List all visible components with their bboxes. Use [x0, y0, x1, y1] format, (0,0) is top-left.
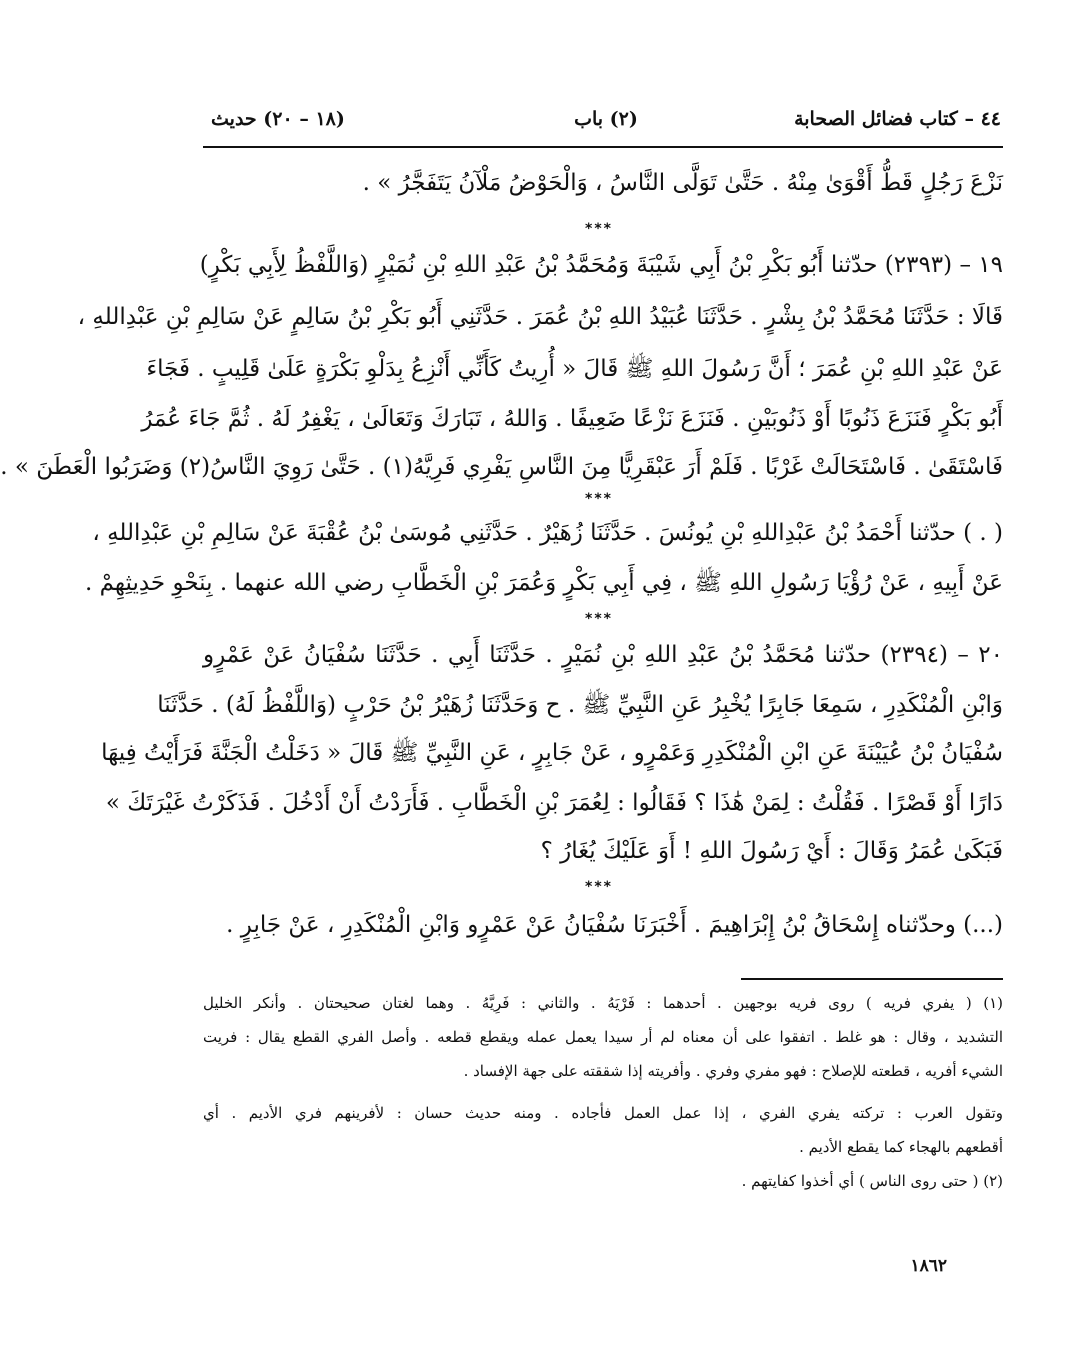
text-line: (...) وحدّثناه إِسْحَاقُ بْنُ إِبْرَاهِيمَ . أَخْبَرَنَا سُفْيَانُ عَنْ عَمْرٍو وَابْنِ الْمُنْكَدِرِ ، عَنْ جَابِرٍ . — [226, 912, 1003, 938]
text-line: قَالَا : حَدَّثَنَا مُحَمَّدُ بْنُ بِشْرٍ . حَدَّثَنَا عُبَيْدُ اللهِ بْنُ عُمَرَ . حَدَّثَنِي أَبُو بَكْرِ بْنُ سَالِمٍ عَنْ سَالِمِ بْنِ عَبْدِاللهِ ، — [77, 304, 1003, 330]
footnote-line: (١) ( يفري فريه ) روى فريه بوجهين . أحدهما : فَرْيَهُ . والثاني : فَرِيَّهُ . وهما لغتان صحيحتان . وأنكر الخليل — [203, 994, 1003, 1012]
text-line: أَبُو بَكْرٍ فَنَزَعَ ذَنُوبًا أَوْ ذَنُوبَيْنِ . فَنَزَعَ نَزْعًا ضَعِيفًا . وَاللهُ ، تَبَارَكَ وَتَعَالَىٰ ، يَغْفِرُ لَهُ . ثُمَّ جَاءَ عُمَرُ — [141, 406, 1003, 432]
section-separator: *** — [585, 491, 613, 507]
text-line: دَارًا أَوْ قَصْرًا . فَقُلْتُ : لِمَنْ هَٰذَا ؟ فَقَالُوا : لِعُمَرَ بْنِ الْخَطَّابِ . فَأَرَدْتُ أَنْ أَدْخُلَ . فَذَكَرْتُ غَيْرَتَكَ » — [105, 790, 1003, 816]
text-line: عَنْ أَبِيهِ ، عَنْ رُؤْيَا رَسُولِ اللهِ ﷺ ، فِي أَبِي بَكْرٍ وَعُمَرَ بْنِ الْخَطَّابِ رضي الله عنهما . بِنَحْوِ حَدِيثِهِمْ . — [84, 570, 1003, 596]
footnote-divider — [741, 978, 1003, 980]
text-line: سُفْيَانُ بْنُ عُيَيْنَةَ عَنِ ابْنِ الْمُنْكَدِرِ وَعَمْرٍو ، عَنْ جَابِرٍ ، عَنِ النَّبِيِّ ﷺ قَالَ « دَخَلْتُ الْجَنَّةَ فَرَأَيْتُ فِيهَا — [101, 740, 1003, 766]
page-header — [211, 104, 1001, 142]
section-separator: *** — [585, 221, 613, 237]
text-line: نَزْعَ رَجُلٍ قَطُّ أَقْوَىٰ مِنْهُ . حَتَّىٰ تَوَلَّى النَّاسُ ، وَالْحَوْضُ مَلْآنُ يَتَفَجَّرُ » . — [362, 170, 1003, 196]
text-line: وَابْنِ الْمُنْكَدِرِ ، سَمِعَا جَابِرًا يُخْبِرُ عَنِ النَّبِيِّ ﷺ . ح وَحَدَّثَنَا زُهَيْرُ بْنُ حَرْبٍ (وَاللَّفْظُ لَهُ) . حَدَّثَنَا — [157, 692, 1003, 718]
text-line: فَاسْتَقَىٰ . فَاسْتَحَالَتْ غَرْبًا . فَلَمْ أَرَ عَبْقَرِيًّا مِنَ النَّاسِ يَفْرِي فَرِيَّهُ(١) . حَتَّىٰ رَوِيَ النَّاسُ(٢) وَضَرَبُوا الْعَطَنَ » . — [0, 454, 1003, 480]
footnote-line: التشديد ، وقال : هو غلط . اتفقوا على أن معناه لم أر سيدا يعمل عمله ويقطع قطعه . وأصل الفري القطع يقال : فريت — [203, 1028, 1003, 1046]
text-line: ( . ) حدّثنا أَحْمَدُ بْنُ عَبْدِاللهِ بْنِ يُونُسَ . حَدَّثَنَا زُهَيْرٌ . حَدَّثَنِي مُوسَىٰ بْنُ عُقْبَةَ عَنْ سَالِمِ بْنِ عَبْدِاللهِ ، — [92, 520, 1003, 546]
footnote-line: أقطعهم بالهجاء كما يقطع الأديم . — [799, 1138, 1003, 1156]
hadith-range: (١٨ – ٢٠) حديث — [211, 108, 345, 130]
text-line: ٢٠ – (٢٣٩٤) حدّثنا مُحَمَّدُ بْنُ عَبْدِ اللهِ بْنِ نُمَيْرٍ . حَدَّثَنَا أَبِي . حَدَّثَنَا سُفْيَانُ عَنْ عَمْرٍو — [203, 642, 1003, 668]
section-separator: *** — [585, 611, 613, 627]
section-separator: *** — [585, 879, 613, 895]
text-line: فَبَكَىٰ عُمَرُ وَقَالَ : أَيْ رَسُولَ اللهِ ! أَوَ عَلَيْكَ يُغَارُ ؟ — [540, 838, 1003, 864]
footnote-line: الشيء أفريه ، قطعته للإصلاح : فهو مفري وفري . وأفريته إذا شققته على جهة الإفساد . — [463, 1062, 1003, 1080]
chapter-label: (٢) باب — [574, 108, 638, 130]
footnote-line: (٢) ( حتى روى الناس ) أي أخذوا كفايتهم . — [741, 1172, 1003, 1190]
footnote-line: وتقول العرب : تركته يفري الفري ، إذا عمل العمل فأجاده . ومنه حديث حسان : لأفرينهم فري الأديم . أي — [203, 1104, 1003, 1122]
text-line: عَنْ عَبْدِ اللهِ بْنِ عُمَرَ ؛ أَنَّ رَسُولَ اللهِ ﷺ قَالَ « أُرِيتُ كَأَنِّي أَنْزِعُ بِدَلْوِ بَكْرَةٍ عَلَىٰ قَلِيبٍ . فَجَاءَ — [146, 356, 1003, 382]
book-title: ٤٤ – كتاب فضائل الصحابة — [794, 108, 1001, 130]
page-number: ١٨٦٢ — [910, 1256, 947, 1276]
header-divider — [203, 146, 1003, 148]
text-line: ١٩ – (٢٣٩٣) حدّثنا أَبُو بَكْرِ بْنُ أَبِي شَيْبَةَ وَمُحَمَّدُ بْنُ عَبْدِ اللهِ بْنِ نُمَيْرٍ (وَاللَّفْظُ لِأَبِي بَكْرٍ) — [199, 252, 1003, 278]
